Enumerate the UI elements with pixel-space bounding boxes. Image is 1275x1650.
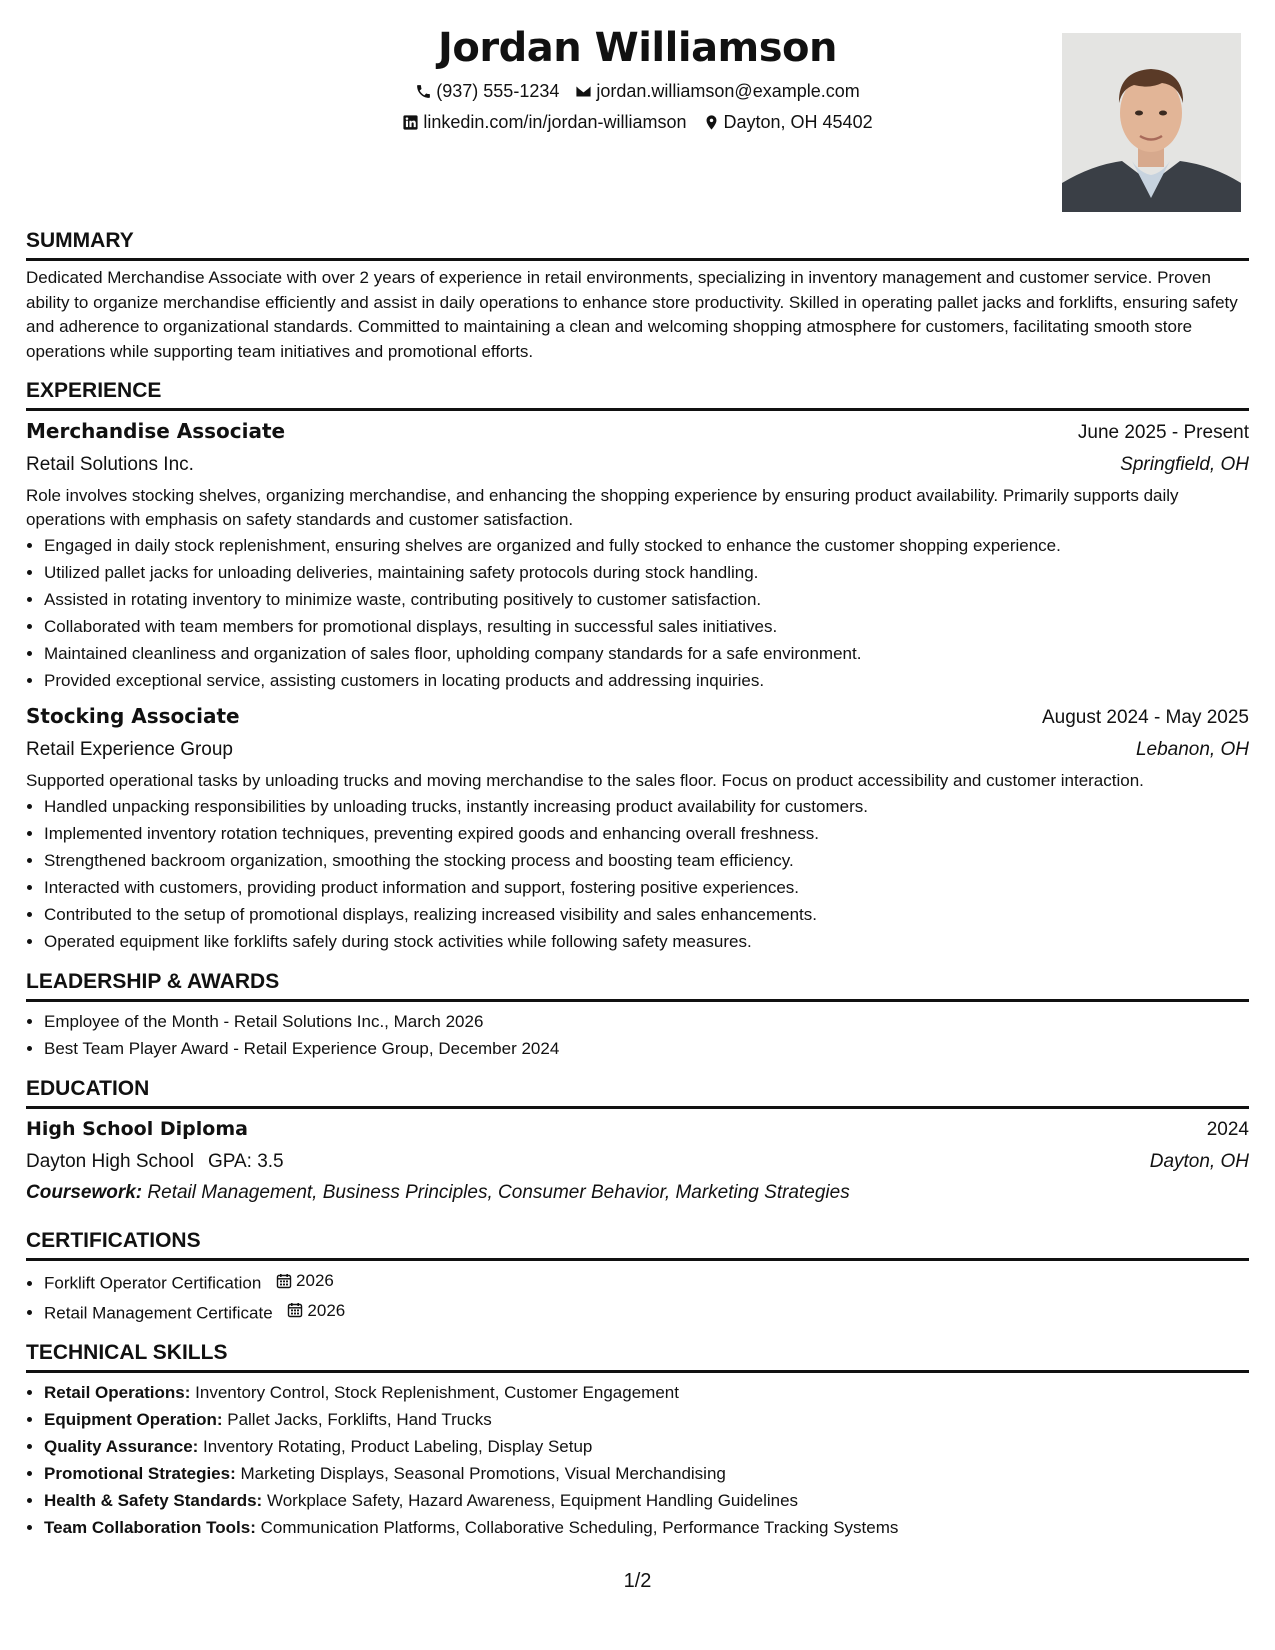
list-item: • Assisted in rotating inventory to minimize waste, contributing positively to customer satisfaction. [44,586,1249,613]
job-entry [26,700,1249,955]
profile-photo [1062,33,1241,212]
skill-value: Inventory Control, Stock Replenishment, Customer Engagement [195,1383,679,1402]
leadership-section [26,963,1249,1062]
job-entry [26,415,1249,694]
list-item: • Contributed to the setup of promotional displays, realizing increased visibility and sales enhancements. [44,901,1249,928]
job-description: Role involves stocking shelves, organizing merchandise, and enhancing the shopping experience by ensuring product availability. Primarily supports daily operations with emphasis on safety standards and customer satisfaction. [26,486,1179,529]
edu-header-row [26,1113,1249,1146]
linkedin-icon [402,114,419,131]
list-item: • Best Team Player Award - Retail Experience Group, December 2024 [44,1035,1249,1062]
summary-section [26,222,1249,364]
skill-value: Marketing Displays, Seasonal Promotions, Visual Merchandising [240,1464,726,1483]
school-info [26,1146,284,1178]
job-bullets [26,532,1249,694]
location-contact [703,107,873,138]
skill-label: Promotional Strategies: [44,1464,236,1483]
coursework-label: Coursework: [26,1182,143,1203]
linkedin-url[interactable]: linkedin.com/in/jordan-williamson [423,112,687,132]
email-address[interactable]: jordan.williamson@example.com [596,81,860,101]
list-item: • Strengthened backroom organization, smoothing the stocking process and boosting team efficiency. [44,847,1249,874]
job-description: Supported operational tasks by unloading trucks and moving merchandise to the sales floor. Focus on product accessibility and customer interaction. [26,771,1144,790]
cert-name: Forklift Operator Certification [44,1273,262,1293]
skill-label: Quality Assurance: [44,1437,199,1456]
coursework-list: Retail Management, Business Principles, Consumer Behavior, Marketing Strategies [147,1182,850,1203]
skill-value: Workplace Safety, Hazard Awareness, Equipment Handling Guidelines [266,1491,799,1510]
skill-label: Team Collaboration Tools: [44,1518,256,1537]
list-item: • Provided exceptional service, assisting customers in locating products and addressing inquiries. [44,667,1249,694]
list-item: • Implemented inventory rotation techniques, preventing expired goods and enhancing overall freshness. [44,820,1249,847]
cert-name: Retail Management Certificate [44,1303,273,1322]
awards-list [26,1008,1249,1062]
gpa-value: GPA: 3.5 [207,1151,284,1172]
map-marker-icon [703,114,720,131]
cert-year: 2026 [307,1300,346,1320]
skills-section [26,1334,1249,1541]
skill-label: Equipment Operation: [44,1410,223,1429]
candidate-name: Jordan Williamson [437,25,838,71]
job-bullets [26,793,1249,955]
degree-title: High School Diploma [26,1118,248,1140]
list-item [44,1514,1249,1541]
section-heading: EXPERIENCE [26,372,1249,411]
experience-section [26,372,1249,955]
list-item: • Maintained cleanliness and organization of sales floor, upholding company standards for a safe environment. [44,640,1249,667]
cert-date [287,1297,345,1324]
job-company-row [26,734,1249,766]
cert-date [276,1267,334,1294]
skill-value: Inventory Rotating, Product Labeling, Display Setup [203,1437,593,1456]
job-location: Springfield, OH [1120,454,1249,475]
list-item: • Operated equipment like forklifts safely during stock activities while following safety measures. [44,928,1249,955]
linkedin-contact[interactable] [402,107,686,138]
list-item [44,1460,1249,1487]
graduation-year: 2024 [1206,1119,1249,1140]
phone-icon [415,83,432,100]
list-item: • Employee of the Month - Retail Solutions Inc., March 2026 [44,1008,1249,1035]
email-contact[interactable] [575,76,859,107]
skill-label: Retail Operations: [44,1383,191,1402]
school-location: Dayton, OH [1149,1151,1249,1172]
list-item: • Utilized pallet jacks for unloading deliveries, maintaining safety protocols during stock handling. [44,559,1249,586]
job-company-row [26,449,1249,481]
job-title: Stocking Associate [26,704,240,728]
envelope-icon [575,83,592,100]
location-text: Dayton, OH 45402 [723,112,873,132]
list-item [44,1487,1249,1514]
section-heading: SUMMARY [26,222,1249,261]
job-header-row [26,700,1249,734]
cert-year: 2026 [296,1271,334,1290]
list-item: • Interacted with customers, providing product information and support, fostering positive experiences. [44,874,1249,901]
coursework-line [26,1178,1249,1208]
job-dates: August 2024 - May 2025 [1041,707,1249,728]
skills-list [26,1379,1249,1541]
calendar-icon [276,1273,292,1289]
edu-school-row [26,1146,1249,1178]
skill-value: Communication Platforms, Collaborative Scheduling, Performance Tracking Systems [260,1518,899,1537]
company-name: Retail Experience Group [26,739,233,760]
list-item [44,1406,1249,1433]
school-name: Dayton High School [26,1151,194,1172]
job-dates: June 2025 - Present [1077,422,1249,443]
list-item [44,1433,1249,1460]
section-heading: CERTIFICATIONS [26,1222,1249,1261]
section-heading: LEADERSHIP & AWARDS [26,963,1249,1002]
certifications-section [26,1222,1249,1326]
list-item [44,1379,1249,1406]
list-item [44,1297,1249,1327]
job-location: Lebanon, OH [1135,739,1249,760]
skill-value: Pallet Jacks, Forklifts, Hand Trucks [227,1410,492,1429]
section-heading: EDUCATION [26,1070,1249,1109]
calendar-icon [287,1302,303,1318]
phone-number: (937) 555-1234 [436,81,560,101]
list-item: • Collaborated with team members for promotional displays, resulting in successful sales initiatives. [44,613,1249,640]
skill-label: Health & Safety Standards: [44,1491,263,1510]
phone-contact [415,76,559,107]
list-item: • Engaged in daily stock replenishment, ensuring shelves are organized and fully stocked to enhance the customer shopping experience. [44,532,1249,559]
section-heading: TECHNICAL SKILLS [26,1334,1249,1373]
page-number: 1/2 [623,1570,652,1592]
resume-body [26,222,1249,1549]
job-header-row [26,415,1249,449]
job-title: Merchandise Associate [26,419,286,443]
list-item: • Handled unpacking responsibilities by unloading trucks, instantly increasing product availability for customers. [44,793,1249,820]
list-item [44,1267,1249,1297]
certifications-list [26,1267,1249,1326]
summary-text: Dedicated Merchandise Associate with over 2 years of experience in retail environments, specializing in inventory management and customer service. Proven ability to organize merchandise efficiently and assist in daily operations to enhance store productivity. Skilled in operating pallet jacks and forklifts, ensuring safety and adherence to organizational standards. Committed to maintaining a clean and welcoming shopping atmosphere for customers, facilitating smooth store operations while supporting team initiatives and promotional efforts. [26,268,1238,361]
company-name: Retail Solutions Inc. [26,454,194,475]
education-section [26,1070,1249,1208]
